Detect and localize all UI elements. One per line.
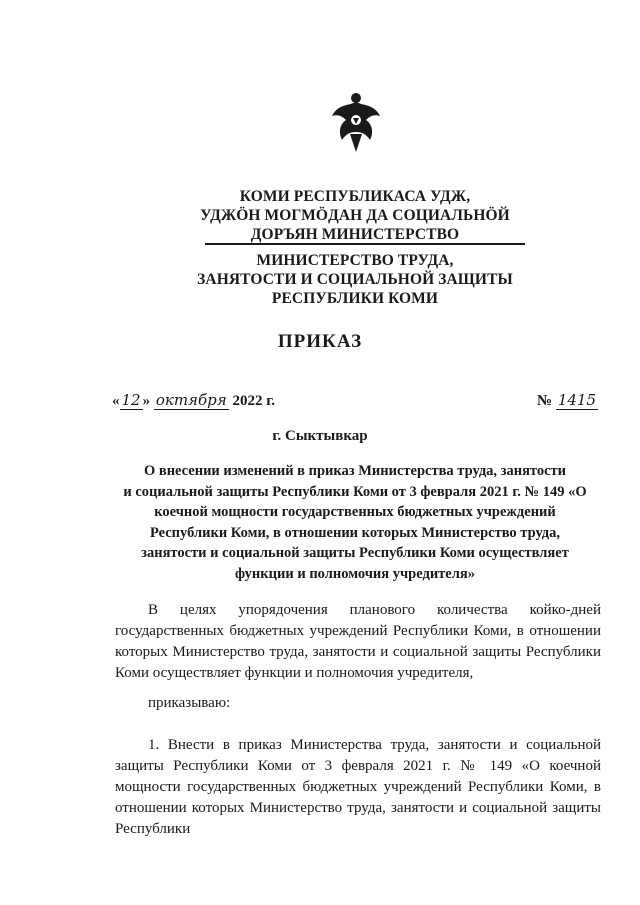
order-date xyxy=(112,391,275,410)
date-month: октября xyxy=(155,391,227,409)
header-ru-line3: РЕСПУБЛИКИ КОМИ xyxy=(271,290,439,307)
date-year: 2022 г. xyxy=(232,393,276,409)
order-number xyxy=(537,391,598,410)
subject-line3: коечной мощности государственных бюджетных учреждений xyxy=(154,504,556,520)
header-komi-line3: ДОРЪЯН МИНИСТЕРСТВО xyxy=(250,226,460,243)
header-komi-line1: КОМИ РЕСПУБЛИКАСА УДЖ, xyxy=(239,188,471,205)
subject-line2: и социальной защиты Республики Коми от 3 февраля 2021 г. № 149 «О xyxy=(123,483,587,500)
number-label: № xyxy=(537,393,553,409)
subject-line6: функции и полномочия учредителя» xyxy=(235,565,475,582)
header-komi-line2: УДЖӦН МОГМӦДАН ДА СОЦИАЛЬНӦЙ xyxy=(200,207,510,224)
number-value: 1415 xyxy=(557,391,597,409)
body-paragraph-order-word: приказываю: xyxy=(148,695,231,711)
header-divider xyxy=(205,243,525,245)
subject-line1: О внесении изменений в приказ Министерства труда, занятости xyxy=(143,463,567,479)
order-subject xyxy=(110,461,600,584)
header-komi xyxy=(150,187,560,244)
header-ru-line1: МИНИСТЕРСТВО ТРУДА, xyxy=(256,252,454,269)
date-open-quote: « xyxy=(112,393,120,409)
subject-line5: занятости и социальной защиты Республики Коми осуществляет xyxy=(141,545,569,561)
body-paragraph-preamble: В целях упорядочения планового количества койко-дней государственных бюджетных учреждений Республики Коми, в отношении которых Министерство труда, занятости и социальной защиты Республики Коми осуществляет функции и полномочия учредителя, xyxy=(115,602,601,681)
date-day: 12 xyxy=(121,391,141,409)
header-ru-line2: ЗАНЯТОСТИ И СОЦИАЛЬНОЙ ЗАЩИТЫ xyxy=(197,271,513,288)
city: г. Сыктывкар xyxy=(272,428,368,444)
header-russian xyxy=(150,251,560,308)
subject-line4: Республики Коми, в отношении которых Министерство труда, xyxy=(149,524,561,541)
komi-emblem-icon xyxy=(328,90,384,156)
document-title: ПРИКАЗ xyxy=(277,331,363,352)
date-close-quote: » xyxy=(142,393,151,409)
body-paragraph-item-1: 1. Внести в приказ Министерства труда, занятости и социальной защиты Республики Коми от 3 февраля 2021 г. № 149 «О коечной мощности государственных бюджетных учреждений Республики Коми, в отношении которых Министерство труда, занятости и социальной защиты Республики xyxy=(115,737,601,837)
